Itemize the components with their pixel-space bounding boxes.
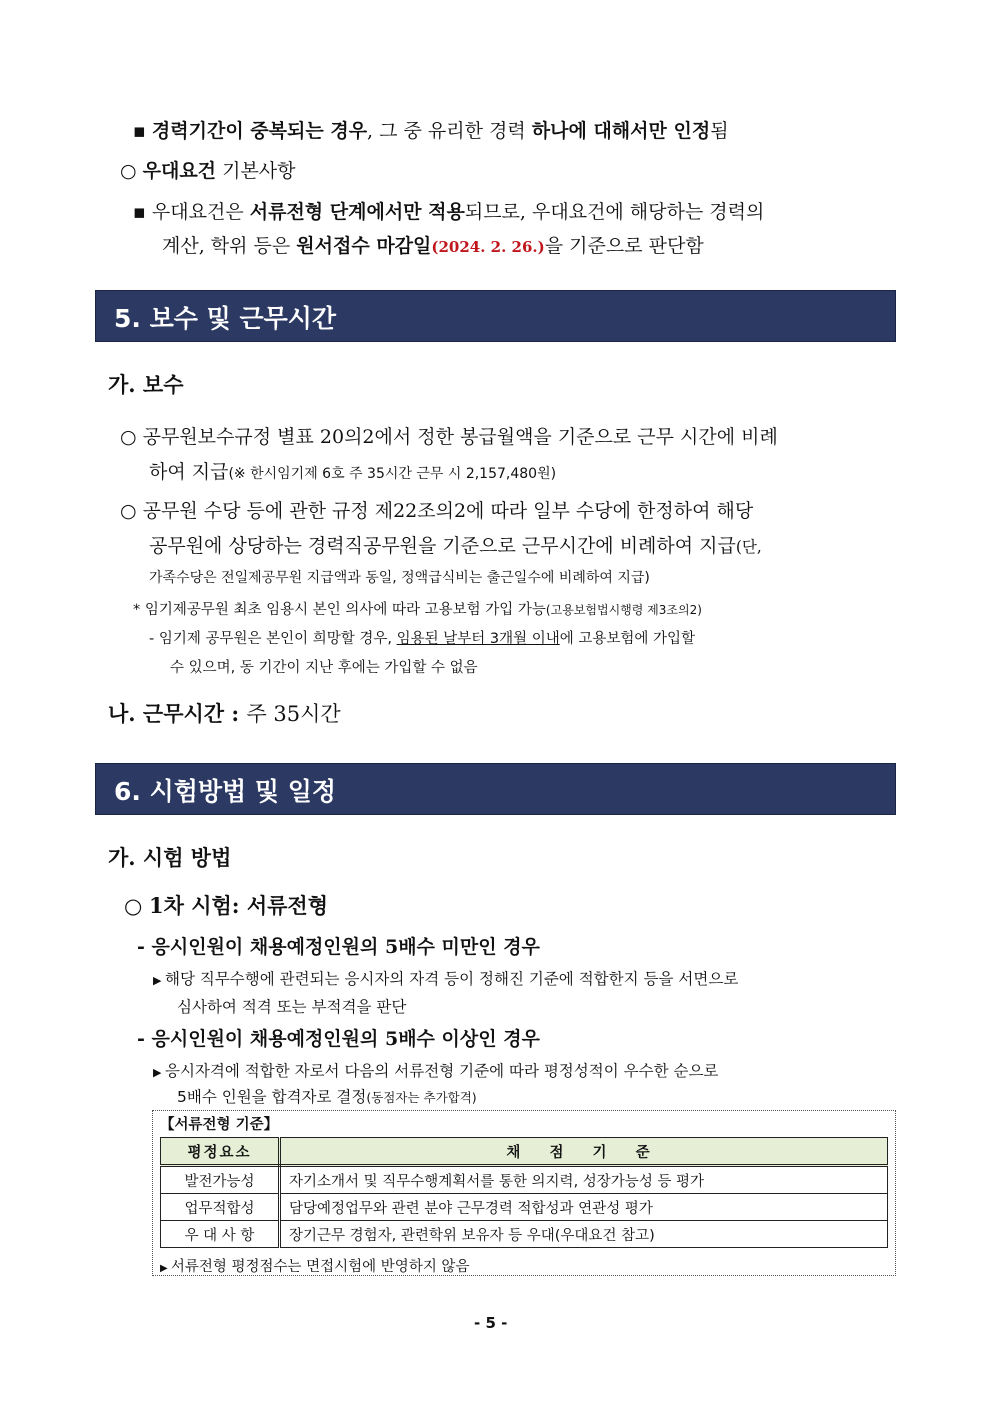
deadline-date: (2024. 2. 26.) — [431, 238, 545, 256]
circle-bullet-icon: ○ — [120, 500, 143, 522]
table-header-row — [161, 1138, 888, 1166]
pay-paragraph-1-cont: 하여 지급(※ 한시임기제 6호 주 35시간 근무 시 2,157,480원) — [149, 461, 557, 483]
pay-paragraph-2-cont: 공무원에 상당하는 경력직공무원을 기준으로 근무시간에 비례하여 지급(단, — [149, 535, 762, 557]
triangle-bullet-icon: ▶ — [160, 1263, 171, 1274]
circle-bullet-icon: ○ — [120, 160, 143, 182]
section-title: 5. 보수 및 근무시간 — [114, 304, 337, 333]
method-heading: 가. 시험 방법 — [108, 845, 232, 870]
case-1-heading: - 응시인원이 채용예정인원의 5배수 미만인 경우 — [137, 936, 540, 958]
preference-line-1: ▪ 우대요건은 서류전형 단계에서만 적용되므로, 우대요건에 해당하는 경력의 — [133, 201, 765, 223]
table-row: 업무적합성 담당예정업무와 관련 분야 근무경력 적합성과 연관성 평가 — [161, 1194, 888, 1221]
pay-paragraph-1: ○ 공무원보수규정 별표 20의2에서 정한 봉급월액을 기준으로 근무 시간에 비례 — [120, 426, 778, 448]
case-2-text-cont: 5배수 인원을 합격자로 결정(동점자는 추가합격) — [177, 1088, 477, 1106]
page-number: - 5 - — [474, 1314, 508, 1332]
section-title: 6. 시험방법 및 일정 — [114, 777, 337, 806]
hours-heading: 나. 근무시간 : 주 35시간 — [108, 701, 341, 726]
triangle-bullet-icon: ▶ — [153, 1066, 165, 1079]
criteria-note: ▶ 서류전형 평정점수는 면접시험에 반영하지 않음 — [160, 1259, 470, 1275]
pay-heading: 가. 보수 — [108, 372, 184, 397]
first-exam-heading: ○ 1차 시험: 서류전형 — [124, 893, 328, 918]
circle-bullet-icon: ○ — [120, 426, 143, 448]
criteria-title: 【서류전형 기준】 — [160, 1117, 279, 1133]
case-1-text: ▶ 해당 직무수행에 관련되는 응시자의 자격 등이 정해진 기준에 적합한지 등을 서면으로 — [153, 970, 739, 988]
section-6-banner — [95, 763, 896, 815]
case-1-text-cont: 심사하여 적격 또는 부적격을 판단 — [177, 998, 407, 1016]
pay-paragraph-2-note: 가족수당은 전일제공무원 지급액과 동일, 정액급식비는 출근일수에 비례하여 지급) — [149, 570, 650, 586]
table-row: 발전가능성 자기소개서 및 직무수행계획서를 통한 의지력, 성장가능성 등 평가 — [161, 1166, 888, 1194]
section-5-banner — [95, 290, 896, 342]
criteria-table — [160, 1137, 888, 1248]
case-2-text: ▶ 응시자격에 적합한 자로서 다음의 서류전형 기준에 따라 평정성적이 우수한 순으로 — [153, 1062, 719, 1080]
bold-text: 하나에 대해서만 인정 — [531, 120, 711, 142]
hours-value: 주 35시간 — [246, 702, 341, 726]
triangle-bullet-icon: ▶ — [153, 974, 165, 987]
insurance-detail: - 임기제 공무원은 본인이 희망할 경우, 임용된 날부터 3개월 이내에 고용보험에 가입할 — [149, 631, 696, 647]
preference-line-2: 계산, 학위 등은 원서접수 마감일(2024. 2. 26.)을 기준으로 판단함 — [162, 235, 704, 257]
insurance-note: * 임기제공무원 최초 임용시 본인 의사에 따라 고용보험 가입 가능(고용보험법시행령 제3조의2) — [133, 602, 702, 618]
circle-bullet-icon: ○ — [124, 894, 149, 918]
table-row: 우 대 사 항 장기근무 경험자, 관련학위 보유자 등 우대(우대요건 참고) — [161, 1221, 888, 1248]
pay-paragraph-2: ○ 공무원 수당 등에 관한 규정 제22조의2에 따라 일부 수당에 한정하여 해당 — [120, 500, 754, 522]
case-2-heading: - 응시인원이 채용예정인원의 5배수 이상인 경우 — [137, 1028, 540, 1050]
insurance-detail-cont: 수 있으며, 동 기간이 지난 후에는 가입할 수 없음 — [170, 660, 478, 676]
table-header-criteria: 채 점 기 준 — [280, 1138, 888, 1166]
preference-heading: ○ 우대요건 기본사항 — [120, 160, 296, 182]
bold-text: 경력기간이 중복되는 경우 — [151, 120, 368, 142]
table-header-factor: 평정요소 — [161, 1138, 280, 1166]
bullet-line-overlap: ▪ 경력기간이 중복되는 경우, 그 중 유리한 경력 하나에 대해서만 인정됨 — [133, 120, 729, 142]
